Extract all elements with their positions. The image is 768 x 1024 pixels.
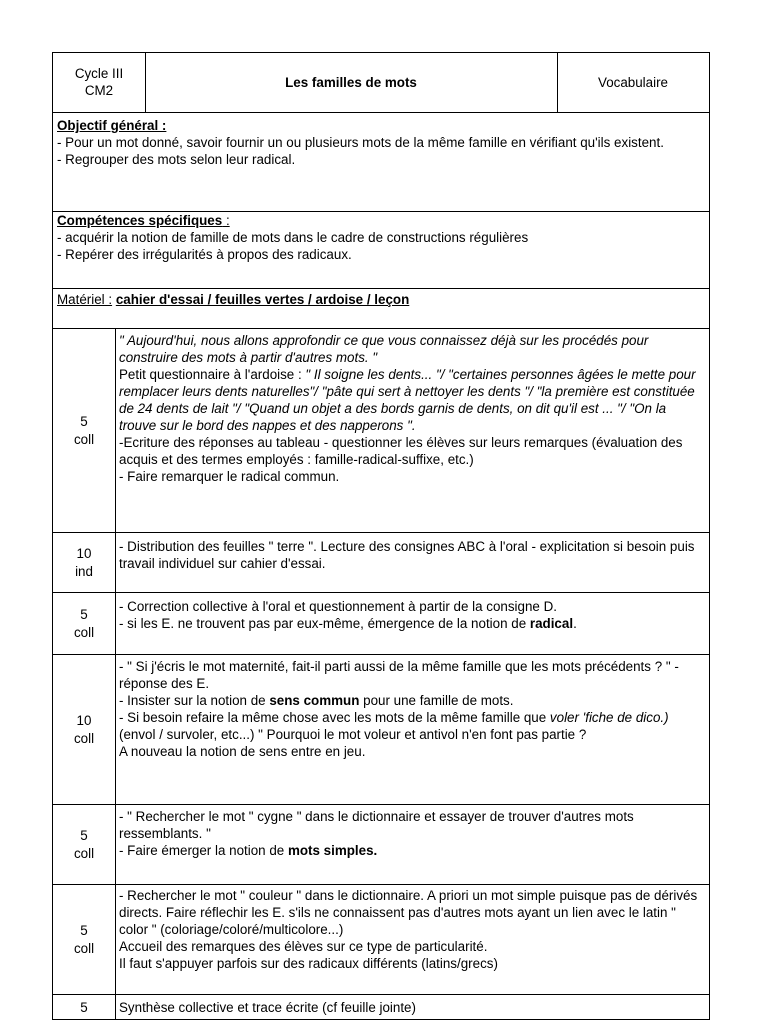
competence-line: - Repérer des irrégularités à propos des radicaux. bbox=[57, 247, 352, 262]
step-row bbox=[53, 885, 709, 995]
step-timing bbox=[53, 593, 115, 654]
step-text: voler 'fiche de dico.) bbox=[549, 710, 669, 725]
cycle-cell bbox=[53, 53, 145, 111]
step-text: " Aujourd'hui, nous allons approfondir ce que vous connaissez déjà sur les procédés pour construire des mots à partir d'autres mots. " bbox=[119, 333, 649, 365]
step-text: mots simples. bbox=[287, 843, 378, 858]
step-text: - Insister sur la notion de bbox=[119, 693, 270, 708]
step-text: - si les E. ne trouvent pas par eux-même, émergence de la notion de bbox=[119, 616, 530, 631]
step-row bbox=[53, 533, 709, 593]
step-text: - Si besoin refaire la même chose avec les mots de la même famille que bbox=[119, 710, 550, 725]
step-mode: coll bbox=[73, 730, 95, 746]
step-text: sens commun bbox=[269, 693, 360, 708]
step-text: Accueil des remarques des élèves sur ce type de particularité. bbox=[119, 939, 488, 954]
step-text: A nouveau la notion de sens entre en jeu. bbox=[119, 744, 366, 759]
step-description bbox=[119, 658, 703, 760]
step-text: - Distribution des feuilles " terre ". Lecture des consignes ABC à l'oral - explicitation si besoin puis travail individuel sur cahier d'essai. bbox=[119, 539, 695, 571]
step-description bbox=[119, 538, 703, 572]
step-timing bbox=[53, 885, 115, 994]
step-row bbox=[53, 805, 709, 885]
step-text: -Ecriture des réponses au tableau - questionner les élèves sur leurs remarques (évaluation des acquis et des termes employés : famille-radical-suffixe, etc.) bbox=[119, 435, 683, 467]
lesson-table bbox=[52, 52, 710, 1020]
step-duration: 5 bbox=[80, 827, 88, 843]
step-text: (envol / survoler, etc...) " Pourquoi le mot voleur et antivol n'en font pas partie ? bbox=[119, 727, 587, 742]
step-description bbox=[119, 808, 703, 859]
lesson-title: Les familles de mots bbox=[285, 74, 417, 90]
step-row bbox=[53, 995, 709, 1020]
step-text: - " Si j'écris le mot maternité, fait-il parti aussi de la même famille que les mots précédents ? " - réponse des E. bbox=[119, 659, 679, 691]
cycle-label: Cycle III bbox=[74, 66, 124, 81]
step-duration: 10 bbox=[76, 712, 92, 728]
step-text: - Faire remarquer le radical commun. bbox=[119, 469, 340, 484]
step-mode: coll bbox=[73, 624, 95, 640]
header-row bbox=[53, 53, 709, 113]
step-mode: coll bbox=[73, 845, 95, 861]
step-description bbox=[119, 598, 703, 632]
materiel-row bbox=[53, 289, 709, 329]
step-description bbox=[119, 887, 703, 972]
subject-cell bbox=[557, 53, 709, 111]
step-text: . bbox=[573, 616, 577, 631]
materiel-label: Matériel : bbox=[57, 292, 113, 307]
step-text: - Correction collective à l'oral et questionnement à partir de la consigne D. bbox=[119, 599, 557, 614]
step-text: radical bbox=[529, 616, 574, 631]
step-text: - Faire émerger la notion de bbox=[119, 843, 288, 858]
step-text: pour une famille de mots. bbox=[359, 693, 514, 708]
step-duration: 5 bbox=[80, 999, 88, 1015]
title-cell bbox=[145, 53, 557, 111]
step-text: - " Rechercher le mot " cygne " dans le dictionnaire et essayer de trouver d'autres mots ressemblants. " bbox=[119, 809, 634, 841]
objective-line: - Pour un mot donné, savoir fournir un ou plusieurs mots de la même famille en vérifiant qu'ils existent. bbox=[57, 135, 664, 150]
objective-heading: Objectif général : bbox=[57, 118, 167, 133]
step-duration: 5 bbox=[80, 606, 88, 622]
step-description bbox=[119, 332, 703, 485]
step-timing bbox=[53, 329, 115, 532]
subject-label: Vocabulaire bbox=[598, 74, 668, 90]
objective-line: - Regrouper des mots selon leur radical. bbox=[57, 152, 296, 167]
competences-heading: Compétences spécifiques bbox=[57, 213, 223, 228]
step-mode: coll bbox=[73, 431, 95, 447]
step-mode: ind bbox=[75, 563, 93, 579]
level-label: CM2 bbox=[84, 83, 114, 98]
step-duration: 5 bbox=[80, 413, 88, 429]
step-timing bbox=[53, 995, 115, 1020]
step-text: - Rechercher le mot " couleur " dans le dictionnaire. A priori un mot simple puisque pas de dérivés directs. Faire réflechir les E. s'ils ne connaissent pas d'autres mots ayant un lien avec le latin " color " (coloriage/coloré/multicolore...) bbox=[119, 888, 698, 937]
step-timing bbox=[53, 805, 115, 884]
objective-row bbox=[53, 113, 709, 212]
step-timing bbox=[53, 533, 115, 592]
competences-row bbox=[53, 212, 709, 289]
step-text: " Il soigne les dents... "/ "certaines personnes âgées le mette pour remplacer leurs dents naturelles"/ "pâte qui sert à nettoyer les dents "/ "la première est constituée de 24 dents de lait "/ "Quand un objet a des bords garnis de dents, on dit qu'il est ... "/ "On la trouve sur le bord des nappes et des napperons ". bbox=[119, 367, 696, 433]
step-duration: 5 bbox=[80, 922, 88, 938]
step-timing bbox=[53, 655, 115, 804]
materiel-value: cahier d'essai / feuilles vertes / ardoise / leçon bbox=[115, 292, 410, 307]
step-row bbox=[53, 593, 709, 655]
competence-line: - acquérir la notion de famille de mots dans le cadre de constructions régulières bbox=[57, 230, 529, 245]
step-description bbox=[119, 999, 703, 1016]
step-text: Petit questionnaire à l'ardoise : bbox=[119, 367, 306, 382]
step-mode: coll bbox=[73, 940, 95, 956]
step-duration: 10 bbox=[76, 545, 92, 561]
competences-colon: : bbox=[222, 213, 230, 228]
step-text: Synthèse collective et trace écrite (cf feuille jointe) bbox=[119, 1000, 416, 1015]
step-row bbox=[53, 655, 709, 805]
step-text: Il faut s'appuyer parfois sur des radicaux différents (latins/grecs) bbox=[119, 956, 498, 971]
step-row bbox=[53, 329, 709, 533]
